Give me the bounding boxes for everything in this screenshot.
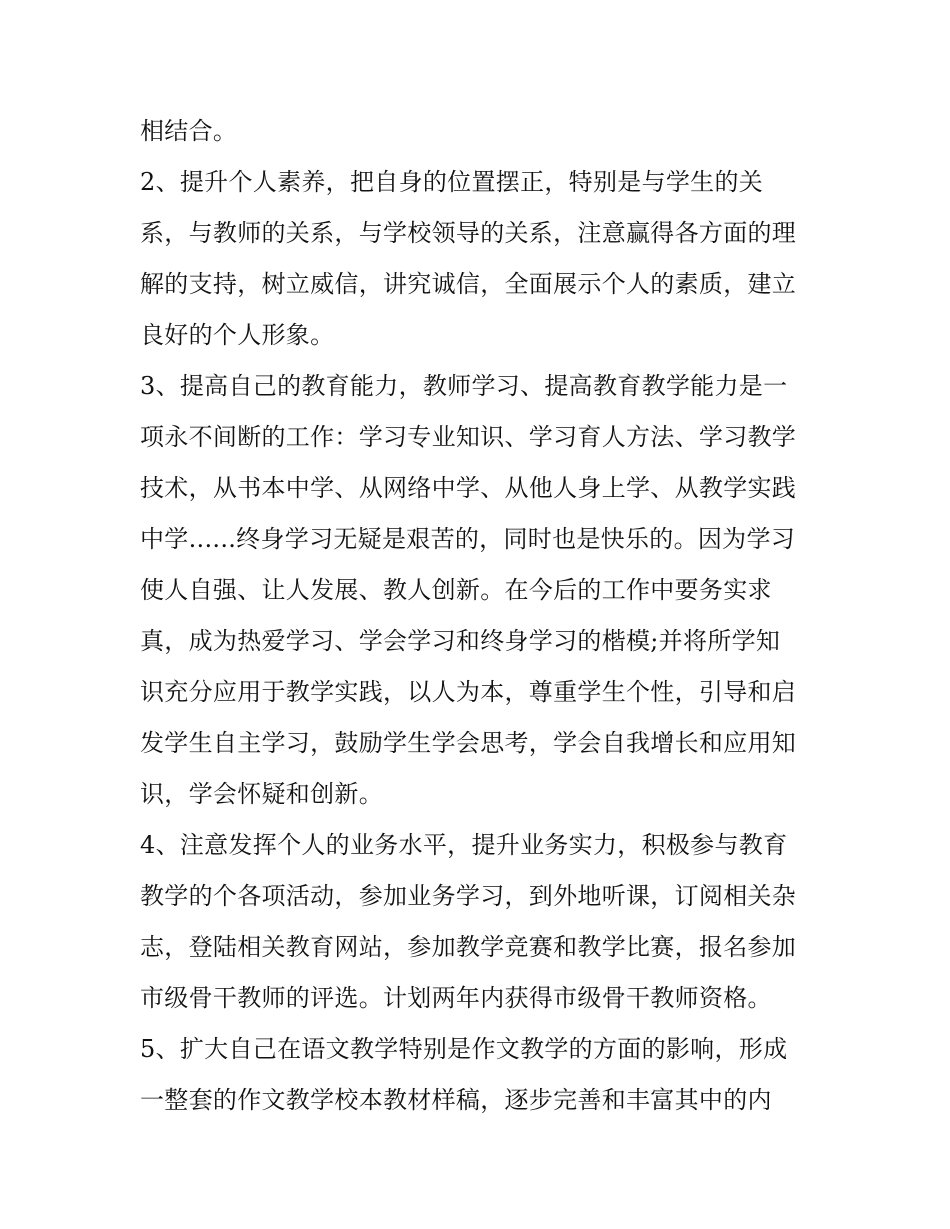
text-line: 良好的个人形象。 <box>140 321 335 349</box>
text-line: 5、扩大自己在语文教学特别是作文教学的方面的影响，形成 <box>140 1035 788 1063</box>
text-line: 技术，从书本中学、从网络中学、从他人身上学、从教学实践 <box>140 474 797 502</box>
text-line: 市级骨干教师的评选。计划两年内获得市级骨干教师资格。 <box>140 984 772 1012</box>
text-line: 系，与教师的关系，与学校领导的关系，注意赢得各方面的理 <box>140 219 797 247</box>
text-line: 相结合。 <box>140 117 238 145</box>
text-line: 3、提高自己的教育能力，教师学习、提高教育教学能力是一 <box>140 372 788 400</box>
text-line: 项永不间断的工作：学习专业知识、学习育人方法、学习教学 <box>140 423 797 451</box>
text-line: 真，成为热爱学习、学会学习和终身学习的楷模;并将所学知 <box>140 627 781 655</box>
text-line: 教学的个各项活动，参加业务学习，到外地听课，订阅相关杂 <box>140 882 797 910</box>
text-line: 4、注意发挥个人的业务水平，提升业务实力，积极参与教育 <box>140 831 788 859</box>
text-line: 中学......终身学习无疑是艰苦的，同时也是快乐的。因为学习 <box>140 525 796 553</box>
text-line: 志，登陆相关教育网站，参加教学竞赛和教学比赛，报名参加 <box>140 933 797 961</box>
text-line: 2、提升个人素养，把自身的位置摆正，特别是与学生的关 <box>140 168 764 196</box>
document-body <box>140 106 820 1126</box>
text-line: 一整套的作文教学校本教材样稿，逐步完善和丰富其中的内 <box>140 1086 772 1114</box>
text-line: 解的支持，树立威信，讲究诚信，全面展示个人的素质，建立 <box>140 270 797 298</box>
text-line: 使人自强、让人发展、教人创新。在今后的工作中要务实求 <box>140 576 772 604</box>
text-line: 识，学会怀疑和创新。 <box>140 780 383 808</box>
text-line: 发学生自主学习，鼓励学生学会思考，学会自我增长和应用知 <box>140 729 797 757</box>
text-line: 识充分应用于教学实践，以人为本，尊重学生个性，引导和启 <box>140 678 797 706</box>
